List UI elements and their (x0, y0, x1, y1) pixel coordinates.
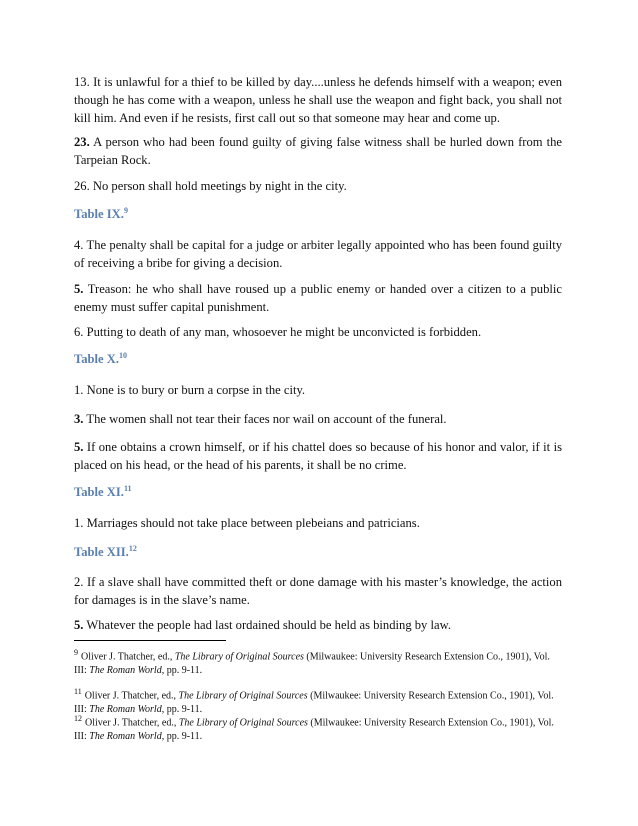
paragraph-13 (74, 73, 562, 127)
footnote-pages: , pp. 9-11. (161, 704, 203, 716)
footnote-author: Oliver J. Thatcher, ed., (85, 717, 179, 729)
paragraph-5-people (74, 616, 562, 634)
footnote-ref: 9 (123, 206, 128, 215)
paragraph-2-slave (74, 573, 562, 609)
footnote-mark: 12 (74, 714, 82, 723)
footnote-book-title: The Library of Original Sources (178, 690, 308, 702)
paragraph-text: 6. Putting to death of any man, whosoever he might be unconvicted is forbidden. (74, 325, 482, 339)
footnote-volume-title: The Roman World (89, 665, 162, 677)
table-heading-ix (74, 206, 128, 222)
footnote-12 (74, 712, 562, 744)
paragraph-1-marriages (74, 514, 562, 532)
table-heading-x (74, 351, 127, 367)
footnote-9 (74, 646, 562, 678)
paragraph-3-women (74, 410, 562, 428)
footnote-ref: 10 (119, 351, 128, 360)
footnote-pages: , pp. 9-11. (161, 665, 203, 677)
footnote-volume-title: The Roman World (89, 731, 162, 743)
paragraph-text: 1. None is to bury or burn a corpse in the city. (74, 383, 306, 397)
footnote-mark: 11 (74, 687, 82, 696)
paragraph-5-treason (74, 280, 562, 316)
paragraph-text: 26. No person shall hold meetings by night in the city. (74, 179, 347, 193)
paragraph-text: If one obtains a crown himself, or if his chattel does so because of his honor and valor, if it is placed on his head, or the head of his parents, it shall be no crime. (74, 440, 562, 472)
table-title: Table X. (74, 352, 120, 367)
table-title: Table IX. (74, 207, 124, 222)
paragraph-text: Whatever the people had last ordained should be held as binding by law. (83, 618, 452, 632)
footnote-publication: (Milwaukee: University Research Extension Co., 1901), Vol. III: (74, 717, 554, 743)
footnote-publication: (Milwaukee: University Research Extension Co., 1901), Vol. III: (74, 651, 550, 677)
footnote-ref: 11 (123, 484, 132, 493)
paragraph-26 (74, 177, 562, 195)
footnote-book-title: The Library of Original Sources (178, 717, 308, 729)
table-title: Table XII. (74, 545, 129, 560)
paragraph-text: A person who had been found guilty of giving false witness shall be hurled down from the Tarpeian Rock. (74, 135, 562, 167)
footnote-volume-title: The Roman World (89, 704, 162, 716)
paragraph-23 (74, 133, 562, 169)
footnote-author: Oliver J. Thatcher, ed., (81, 651, 175, 663)
footnote-ref: 12 (128, 544, 137, 553)
footnote-mark: 9 (74, 648, 78, 657)
footnote-author: Oliver J. Thatcher, ed., (84, 690, 179, 702)
paragraph-number: 5. (74, 618, 84, 632)
footnote-publication: (Milwaukee: University Research Extension Co., 1901), Vol. III: (74, 690, 554, 716)
paragraph-number: 5. (74, 282, 84, 296)
paragraph-text: 2. If a slave shall have committed theft or done damage with his master’s knowledge, the action for damages is in the slave’s name. (74, 575, 562, 607)
paragraph-5-crown (74, 438, 562, 474)
paragraph-text: 1. Marriages should not take place between plebeians and patricians. (74, 516, 420, 530)
paragraph-text: Treason: he who shall have roused up a public enemy or handed over a citizen to a public enemy must suffer capital punishment. (74, 282, 562, 314)
paragraph-4 (74, 236, 562, 272)
footnote-pages: , pp. 9-11. (161, 731, 203, 743)
table-title: Table XI. (74, 485, 124, 500)
paragraph-1-bury (74, 381, 562, 399)
footnote-divider (74, 640, 226, 641)
paragraph-number: 3. (74, 412, 84, 426)
paragraph-text: 4. The penalty shall be capital for a judge or arbiter legally appointed who has been found guilty of receiving a bribe for giving a decision. (74, 238, 562, 270)
paragraph-number: 5. (74, 440, 84, 454)
table-heading-xi (74, 484, 132, 500)
paragraph-text: The women shall not tear their faces nor wail on account of the funeral. (83, 412, 447, 426)
paragraph-6 (74, 323, 562, 341)
footnote-book-title: The Library of Original Sources (174, 651, 304, 663)
table-heading-xii (74, 544, 137, 560)
paragraph-number: 23. (74, 135, 90, 149)
paragraph-text: 13. It is unlawful for a thief to be killed by day....unless he defends himself with a weapon; even though he has come with a weapon, unless he shall use the weapon and fight back, you shall not kill him. And even if he resists, first call out so that someone may hear and come up. (74, 75, 562, 125)
